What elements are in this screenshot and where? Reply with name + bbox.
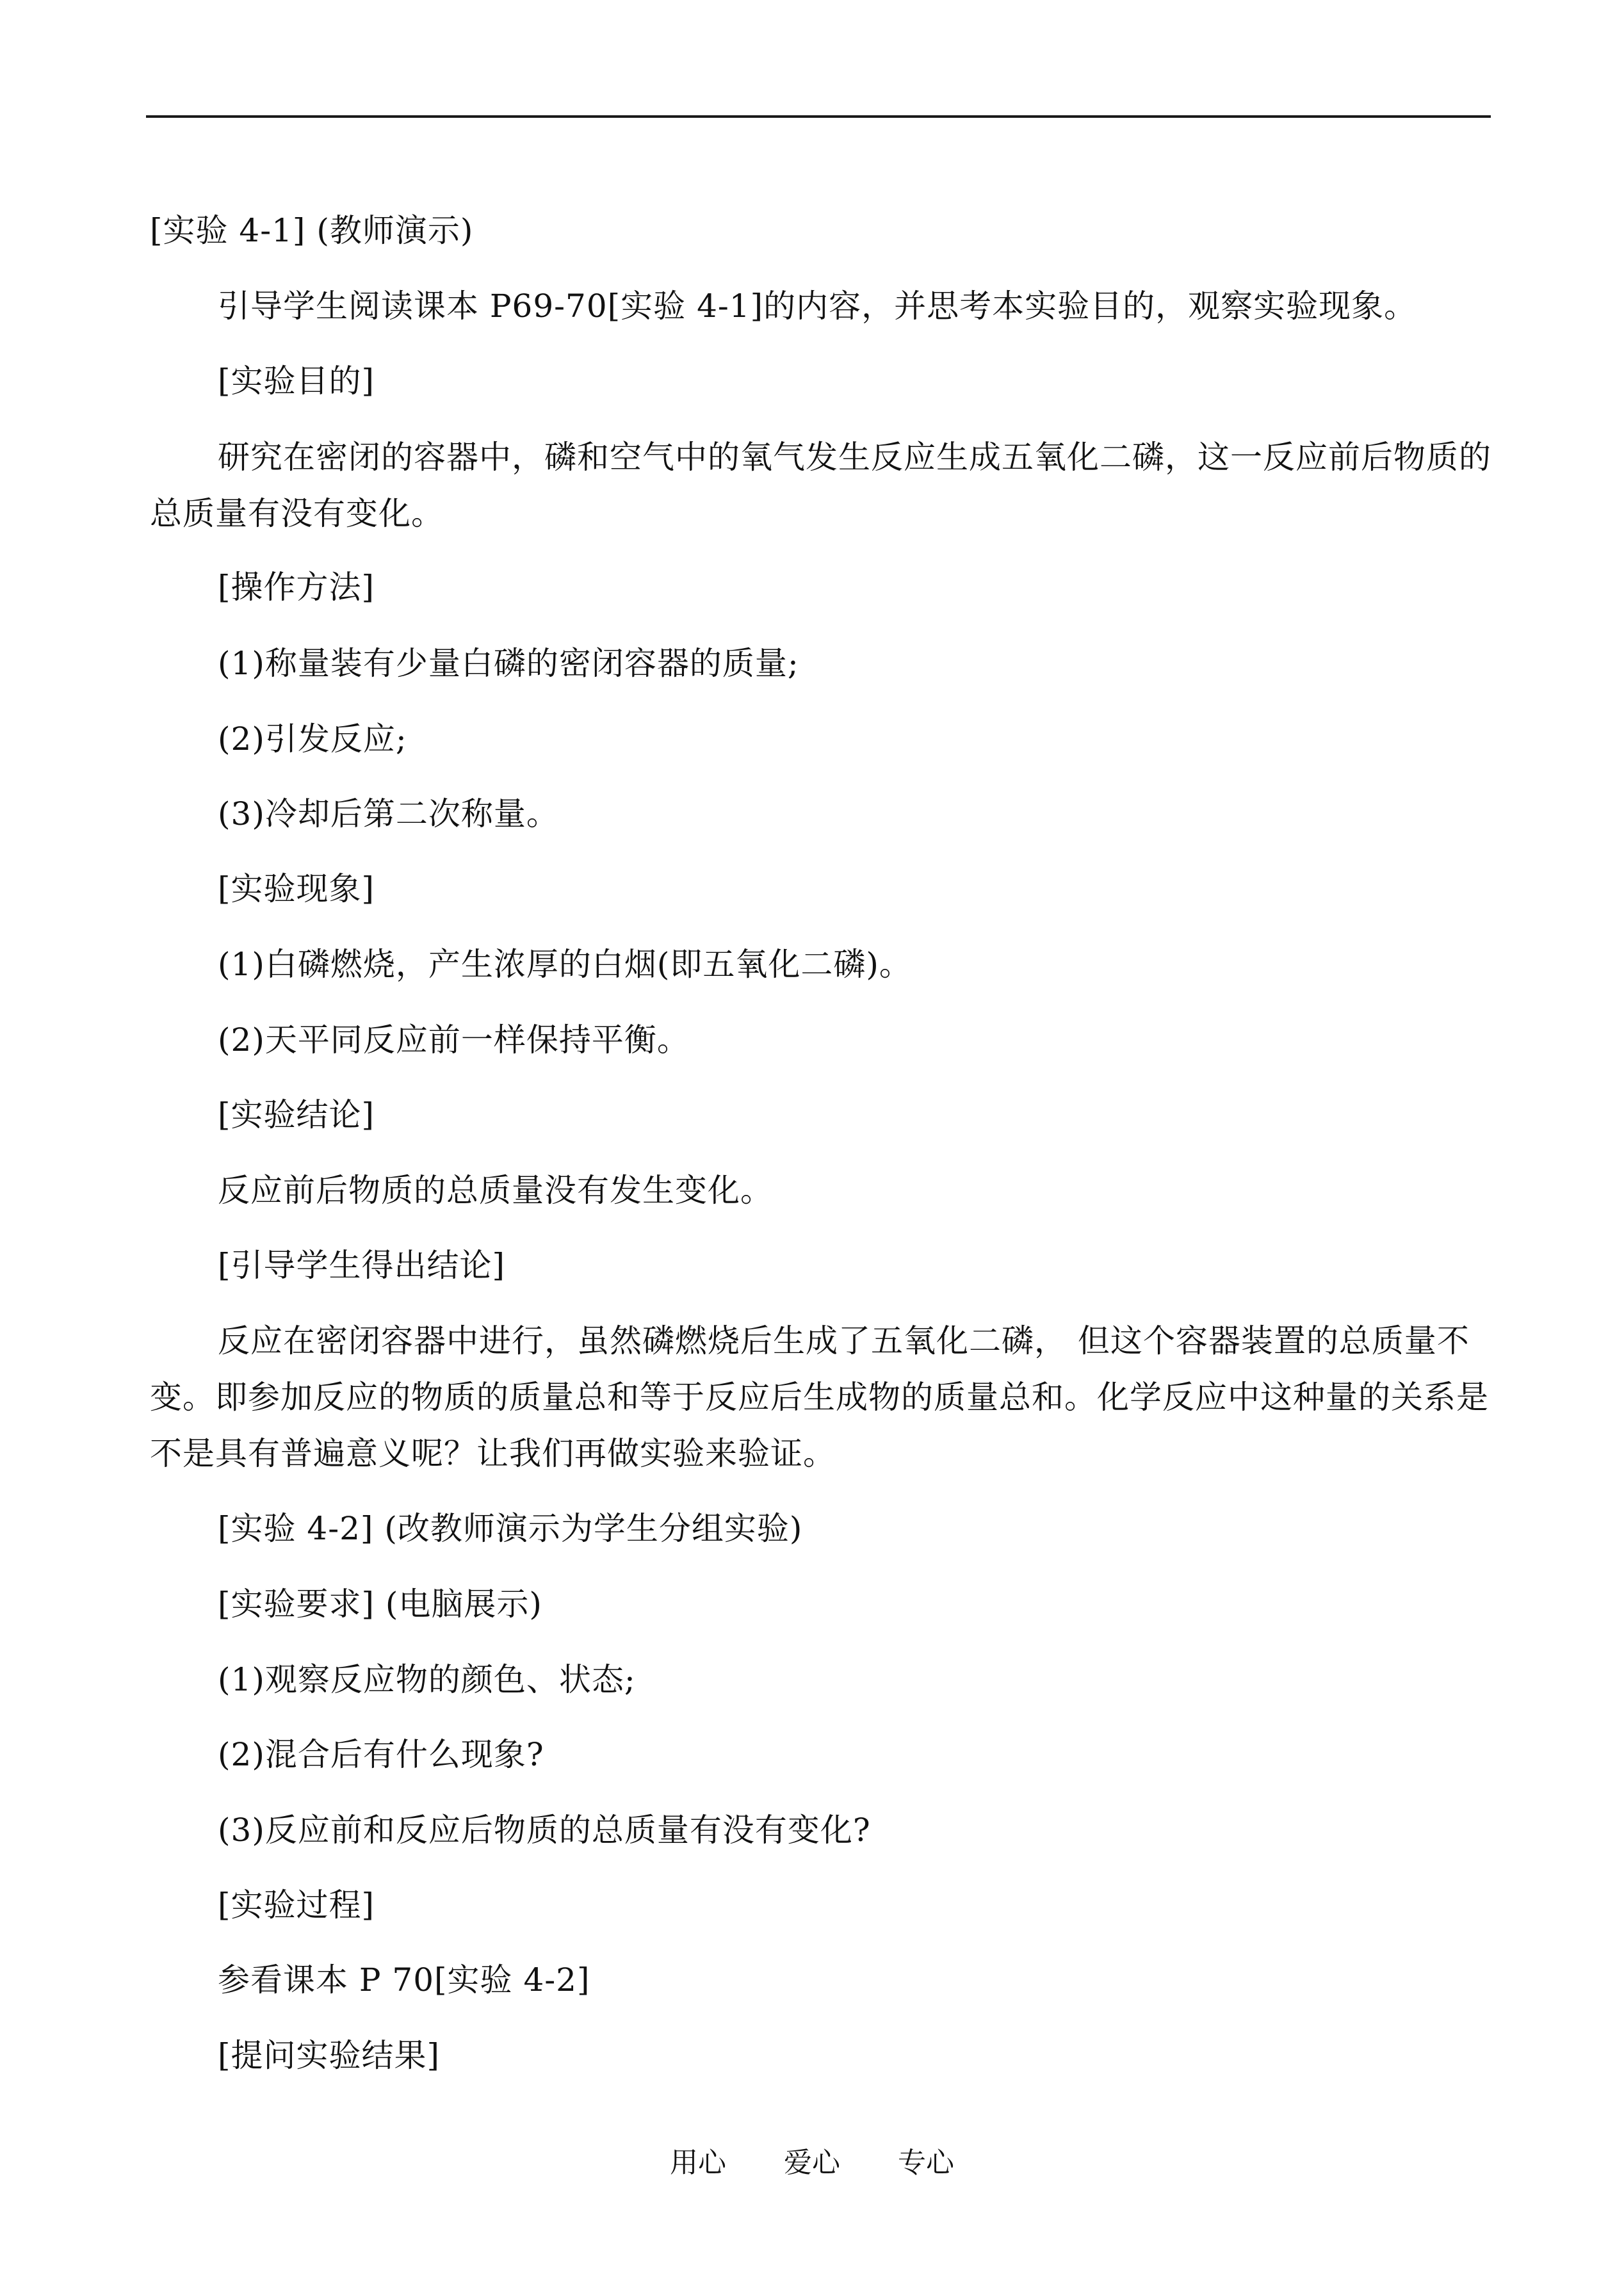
section-process: [实验过程]	[218, 1886, 375, 1924]
section-phenomenon: [实验现象]	[218, 870, 375, 907]
purpose-text-line-1: 研究在密闭的容器中，磷和空气中的氧气发生反应生成五氧化二磷，这一反应前后物质的	[218, 439, 1491, 476]
method-step-1: (1)称量装有少量白磷的密闭容器的质量;	[218, 645, 799, 682]
section-method: [操作方法]	[218, 569, 375, 606]
requirement-1: (1)观察反应物的颜色、状态;	[218, 1661, 636, 1698]
guide-text-line-2: 变。即参加反应的物质的质量总和等于反应后生成物的质量总和。化学反应中这种量的关系是	[150, 1379, 1489, 1416]
experiment-4-2-heading: [实验 4-2] (改教师演示为学生分组实验)	[218, 1510, 803, 1547]
footer-text-1: 用心	[670, 2146, 726, 2179]
section-question-results: [提问实验结果]	[218, 2037, 441, 2074]
process-text: 参看课本 P 70[实验 4-2]	[218, 1961, 590, 1999]
section-requirements: [实验要求] (电脑展示)	[218, 1585, 542, 1623]
purpose-text-line-2: 总质量有没有变化。	[150, 495, 444, 532]
header-rule	[146, 115, 1491, 118]
experiment-4-1-heading: [实验 4-1] (教师演示)	[150, 212, 474, 249]
footer-text-3: 专心	[898, 2146, 954, 2179]
footer-text-2: 爱心	[784, 2146, 840, 2179]
requirement-2: (2)混合后有什么现象?	[218, 1736, 544, 1773]
conclusion-text: 反应前后物质的总质量没有发生变化。	[218, 1172, 773, 1209]
phenomenon-2: (2)天平同反应前一样保持平衡。	[218, 1021, 690, 1058]
guide-text-line-1: 反应在密闭容器中进行，虽然磷燃烧后生成了五氧化二磷， 但这个容器装置的总质量不	[218, 1322, 1470, 1359]
phenomenon-1: (1)白磷燃烧，产生浓厚的白烟(即五氧化二磷)。	[218, 946, 912, 983]
method-step-3: (3)冷却后第二次称量。	[218, 795, 559, 832]
page-footer	[0, 2145, 1624, 2181]
guide-text-line-3: 不是具有普遍意义呢？让我们再做实验来验证。	[150, 1435, 836, 1472]
intro-paragraph: 引导学生阅读课本 P69-70[实验 4-1]的内容，并思考本实验目的，观察实验现象。	[218, 288, 1417, 325]
requirement-3: (3)反应前和反应后物质的总质量有没有变化?	[218, 1812, 871, 1849]
method-step-2: (2)引发反应;	[218, 720, 407, 758]
section-purpose: [实验目的]	[218, 362, 375, 400]
section-conclusion: [实验结论]	[218, 1096, 375, 1133]
section-guide-conclusion: [引导学生得出结论]	[218, 1247, 506, 1284]
